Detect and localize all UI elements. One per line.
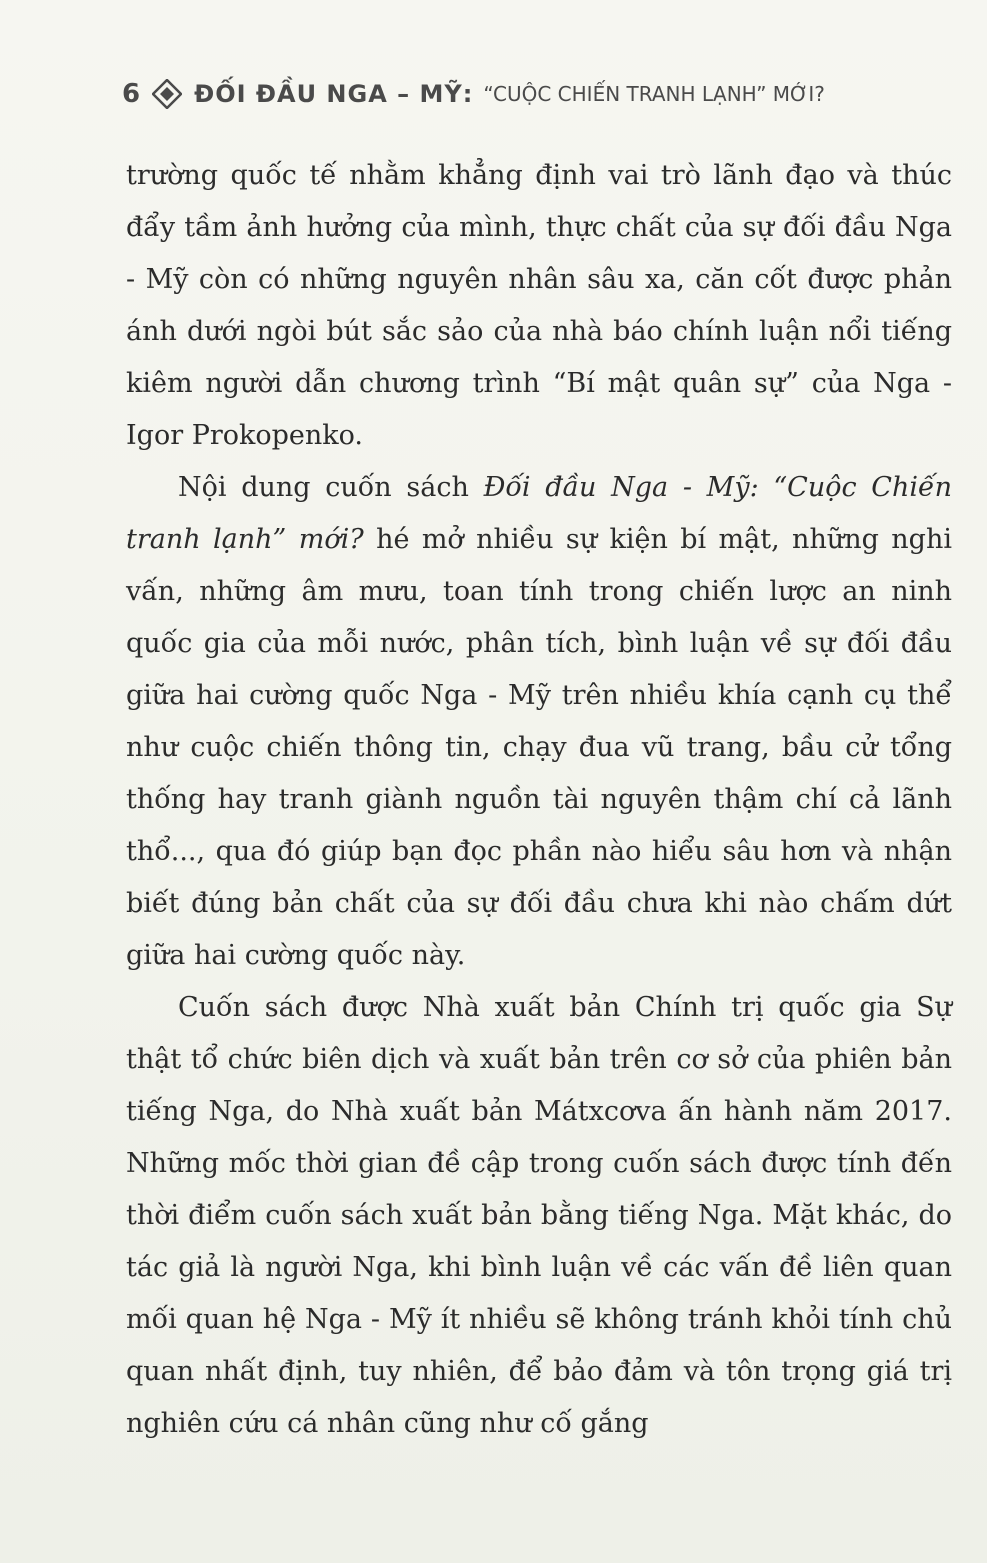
book-title-italic: Đối đầu Nga - Mỹ: “Cuộc Chiến tranh lạnh” mới? (126, 472, 952, 555)
series-title: ĐỐI ĐẦU NGA – MỸ: (194, 80, 474, 108)
body-text (126, 150, 952, 1450)
header-subtitle: “CUỘC CHIẾN TRANH LẠNH” MỚI? (483, 82, 825, 106)
paragraph-1-text: trường quốc tế nhằm khẳng định vai trò lãnh đạo và thúc đẩy tầm ảnh hưởng của mình, thực chất của sự đối đầu Nga - Mỹ còn có những nguyên nhân sâu xa, căn cốt được phản ánh dưới ngòi bút sắc sảo của nhà báo chính luận nổi tiếng kiêm người dẫn chương trình “Bí mật quân sự” của Nga - Igor Prokopenko. (126, 160, 952, 451)
page-number: 6 (122, 79, 141, 109)
paragraph-1 (126, 150, 952, 462)
paragraph-2 (126, 462, 952, 982)
running-header (122, 72, 825, 116)
paragraph-2-lead: Nội dung cuốn sách (178, 472, 484, 503)
paragraph-3-text: Cuốn sách được Nhà xuất bản Chính trị quốc gia Sự thật tổ chức biên dịch và xuất bản trên cơ sở của phiên bản tiếng Nga, do Nhà xuất bản Mátxcơva ấn hành năm 2017. Những mốc thời gian đề cập trong cuốn sách được tính đến thời điểm cuốn sách xuất bản bằng tiếng Nga. Mặt khác, do tác giả là người Nga, khi bình luận về các vấn đề liên quan mối quan hệ Nga - Mỹ ít nhiều sẽ không tránh khỏi tính chủ quan nhất định, tuy nhiên, để bảo đảm và tôn trọng giá trị nghiên cứu cá nhân cũng như cố gắng (126, 992, 952, 1439)
paragraph-3 (126, 982, 952, 1450)
paragraph-2-rest: hé mở nhiều sự kiện bí mật, những nghi vấn, những âm mưu, toan tính trong chiến lược an ninh quốc gia của mỗi nước, phân tích, bình luận về sự đối đầu giữa hai cường quốc Nga - Mỹ trên nhiều khía cạnh cụ thể như cuộc chiến thông tin, chạy đua vũ trang, bầu cử tổng thống hay tranh giành nguồn tài nguyên thậm chí cả lãnh thổ..., qua đó giúp bạn đọc phần nào hiểu sâu hơn và nhận biết đúng bản chất của sự đối đầu chưa khi nào chấm dứt giữa hai cường quốc này. (126, 524, 952, 971)
diamond-icon (152, 79, 182, 109)
